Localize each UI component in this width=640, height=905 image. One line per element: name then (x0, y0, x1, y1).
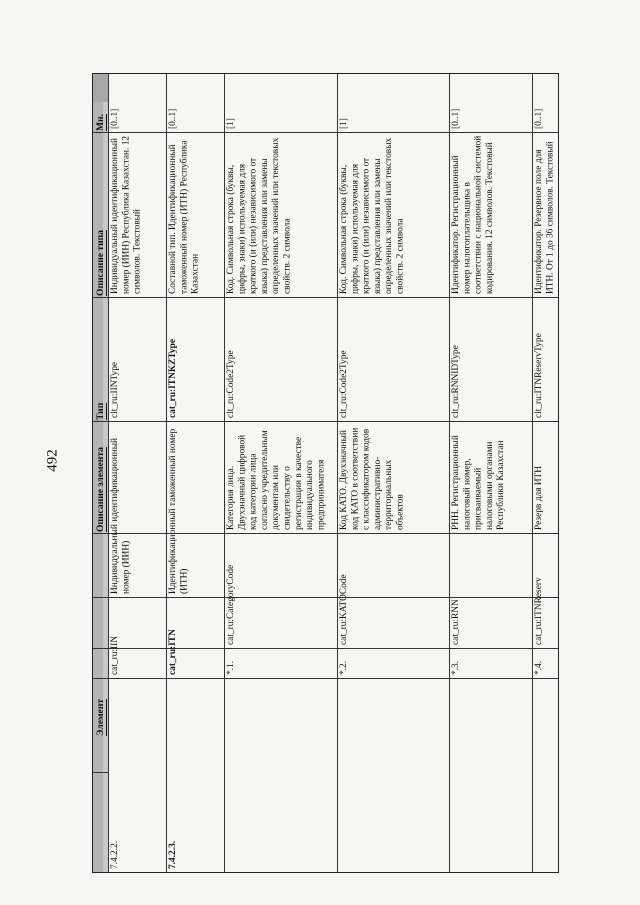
elements-table (92, 73, 559, 873)
row5-element: cat_ru:RNN (451, 599, 461, 645)
row4-multiplicity: [1] (339, 118, 349, 129)
row6-type: clt_ru:ITNReservType (534, 333, 544, 418)
row3-type-description: Код. Символьная строка (буквы, цифры, знаки) используемая для краткого (и (или) независимого от языка) представления или замены определенных значений или текстовых свойств. 2 символа (226, 137, 293, 294)
row6-element-description: Резерв для ИТН (534, 465, 544, 530)
header-sep (93, 772, 108, 773)
row2-number: 7.4.2.3. (168, 840, 178, 869)
header-type: Тип (95, 402, 106, 420)
row2-element-description: Идентификационный таможенный номер (ИТН) (168, 428, 190, 594)
row1-multiplicity: [0..1] (110, 108, 120, 129)
row4-type-description: Код. Символьная строка (буквы, цифры, знаки) используемая для краткого (и (или) независимого от языка) представления или замены определенных значений или текстовых свойств. 2 символа (339, 137, 406, 294)
row6-number: *.4. (534, 660, 544, 675)
header-multiplicity: Мн. (95, 114, 106, 131)
header-type-description: Описание типа (95, 230, 106, 296)
row4-type: clt_ru:Code2Type (339, 350, 349, 418)
row5-type-description: Идентификатор. Регистрационный номер налогоплательщика в соответствии с национальной системой кодирования. 12 символов. Текстовый (451, 135, 495, 294)
row2-element: cat_ru:ITN (168, 629, 178, 675)
row5-number: *.3. (451, 660, 461, 675)
row3-multiplicity: [1] (226, 118, 236, 129)
row5-type: clt_ru:RNNIDType (451, 345, 461, 418)
row6-type-description: Идентификатор. Резервное поле для ИТН. От 1 до 36 символов. Текстовый (534, 141, 556, 294)
row5-multiplicity: [0..1] (451, 108, 461, 129)
row2-type-description: Составной тип. Идентификационный таможенный номер (ИТН) Республика Казахстан (168, 140, 201, 294)
row1-element: cat_ru:IIN (110, 635, 120, 675)
header-element: Элемент (95, 698, 106, 736)
row5-element-description: РНН. Регистрационный налоговый номер, присваиваемый налоговыми органами Республики Казахстан (451, 435, 507, 530)
row1-element-description: Индивидуальный идентификационный номер (ИИН) (110, 437, 132, 594)
row1-type: clt_ru:IINType (110, 361, 120, 418)
row2-multiplicity: [0..1] (168, 108, 178, 129)
row3-element-description: Категория лица. Двухзначный цифровой код категории лица согласно учредительным документам или свидетельству о регистрации в качестве индивидуального предпринимателя (226, 430, 327, 530)
row3-type: clt_ru:Code2Type (226, 350, 236, 418)
row4-element-description: Код КАТО. Двухзначный код КАТО в соответствии с классификатором кодов административно-территориальных объектов (339, 427, 406, 530)
row4-number: *.2. (339, 660, 349, 675)
row6-element: cat_ru:ITNReserv (534, 577, 544, 645)
row3-element: cat_ru:CategoryCode (226, 564, 236, 645)
row1-number: 7.4.2.2. (110, 840, 120, 869)
row4-element: cat_ru:KATOCode (339, 574, 349, 645)
page-number: 492 (44, 449, 61, 472)
row2-type: cat_ru:ITNKZType (168, 339, 178, 418)
row6-multiplicity: [0..1] (534, 108, 544, 129)
row1-type-description: Индивидуальный идентификационный номер (ИИН) Республика Казахстан. 12 символов. Текстовый (110, 135, 143, 294)
row3-number: *.1. (226, 660, 236, 675)
header-element-description: Описание элемента (95, 447, 106, 532)
